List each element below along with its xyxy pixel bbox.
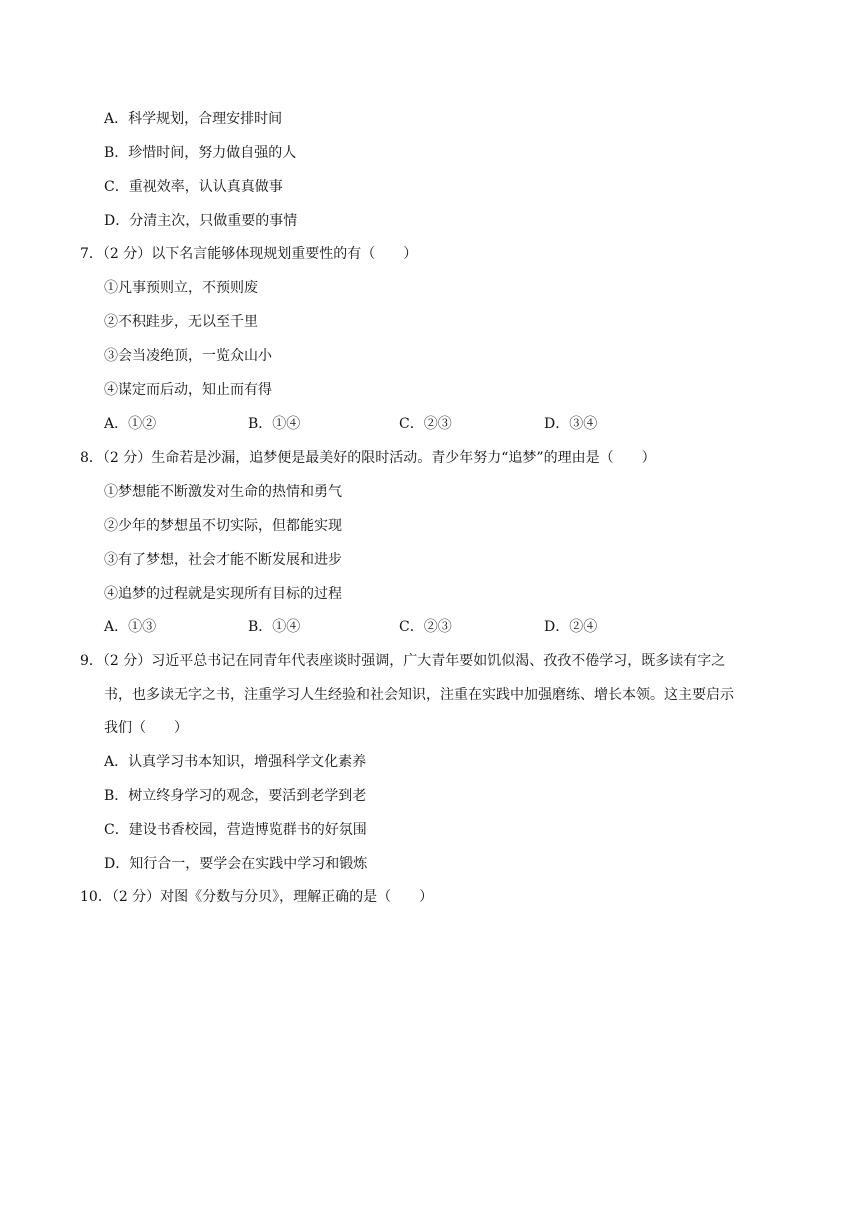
q8-option-d: D．②④	[544, 619, 598, 635]
q9-option-b: B．树立终身学习的观念，要活到老学到老	[104, 788, 367, 804]
q8-stem: 8．（2 分）生命若是沙漏，追梦便是最美好的限时活动。青少年努力“追梦”的理由是（ ）	[80, 450, 656, 466]
q9-stem-line-3: 我们（ ）	[104, 720, 188, 736]
q9-option-a: A．认真学习书本知识，增强科学文化素养	[104, 754, 367, 770]
q8-item-1: ①梦想能不断激发对生命的热情和勇气	[104, 484, 342, 500]
q10-stem: 10．（2 分）对图《分数与分贝》，理解正确的是（ ）	[80, 889, 434, 905]
q8-options-row	[0, 617, 860, 637]
q7-option-c: C．②③	[399, 416, 452, 432]
q6-option-c: C．重视效率，认认真真做事	[104, 179, 283, 195]
q7-option-b: B．①④	[248, 416, 301, 432]
q9-option-d: D．知行合一，要学会在实践中学习和锻炼	[104, 856, 368, 872]
q6-option-b: B．珍惜时间，努力做自强的人	[104, 145, 297, 161]
q7-item-3: ③会当凌绝顶，一览众山小	[104, 348, 272, 364]
q7-option-d: D．③④	[544, 416, 598, 432]
q7-item-1: ①凡事预则立，不预则废	[104, 280, 258, 296]
q6-option-a: A．科学规划，合理安排时间	[104, 111, 283, 127]
q7-option-a: A．①②	[104, 416, 157, 432]
q8-option-c: C．②③	[399, 619, 452, 635]
q9-stem-line-1: 9．（2 分）习近平总书记在同青年代表座谈时强调，广大青年要如饥似渴、孜孜不倦学习，既多读有字之	[80, 653, 726, 669]
q8-option-b: B．①④	[248, 619, 301, 635]
q7-item-4: ④谋定而后动，知止而有得	[104, 382, 272, 398]
q8-option-a: A．①③	[104, 619, 157, 635]
q7-stem: 7．（2 分）以下名言能够体现规划重要性的有（ ）	[80, 246, 418, 262]
q8-item-2: ②少年的梦想虽不切实际，但都能实现	[104, 518, 342, 534]
q8-item-3: ③有了梦想，社会才能不断发展和进步	[104, 552, 342, 568]
q7-options-row	[0, 414, 860, 434]
q8-item-4: ④追梦的过程就是实现所有目标的过程	[104, 586, 342, 602]
q9-stem-line-2: 书，也多读无字之书，注重学习人生经验和社会知识，注重在实践中加强磨练、增长本领。这主要启示	[104, 687, 734, 703]
q9-option-c: C．建设书香校园，营造博览群书的好氛围	[104, 822, 367, 838]
q7-item-2: ②不积跬步，无以至千里	[104, 314, 258, 330]
q6-option-d: D．分清主次，只做重要的事情	[104, 213, 298, 229]
